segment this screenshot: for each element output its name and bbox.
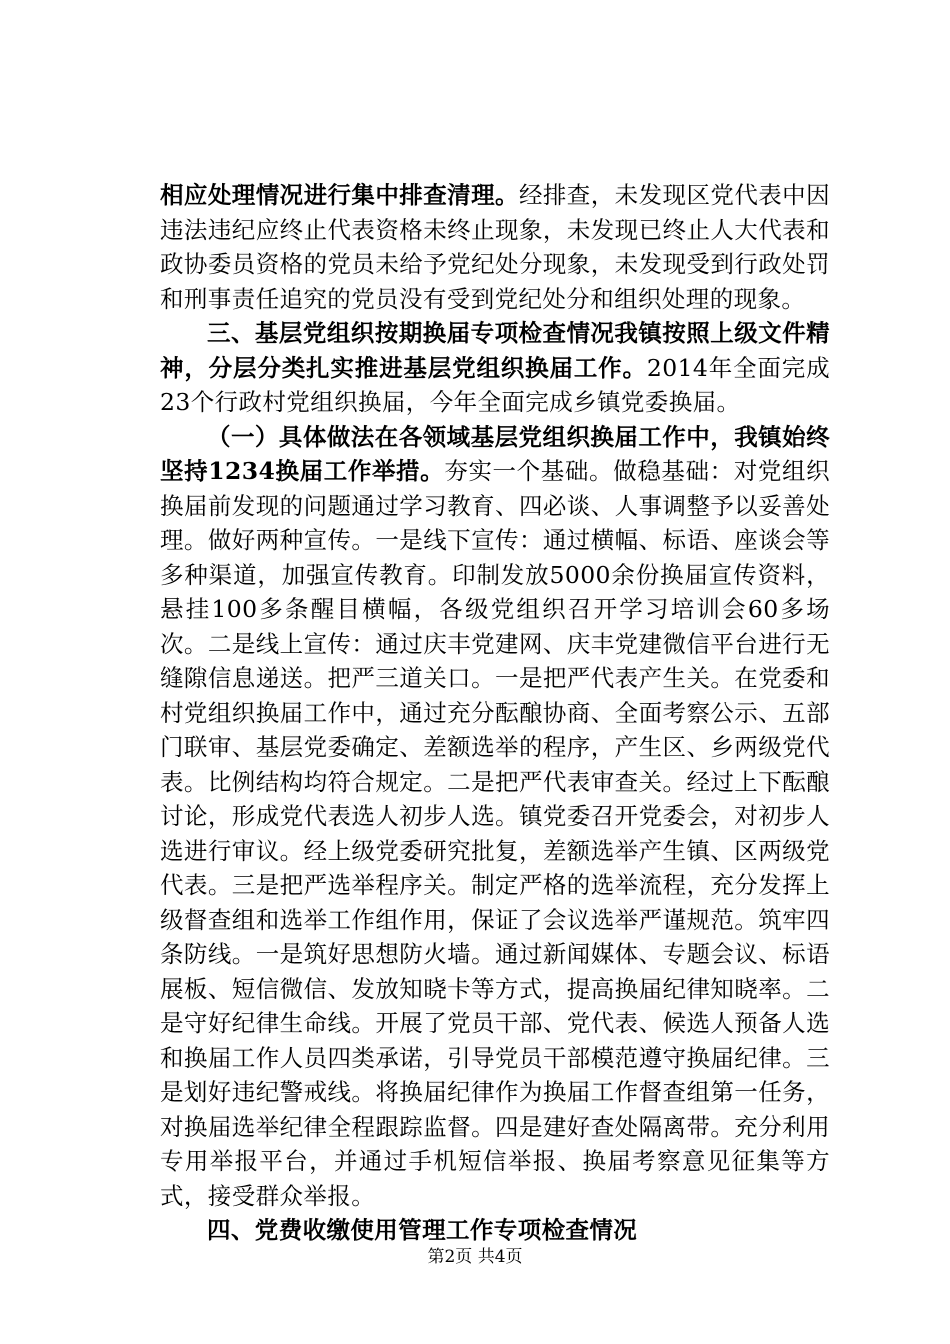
paragraph-2	[160, 316, 830, 420]
paragraph-1	[160, 178, 830, 316]
subsection-1-heading: （一）具体做法在各领域基层党组织换届工作中，我镇始终坚持1234换届工作举措。	[160, 422, 830, 485]
page-number-footer: 第2页 共4页	[427, 1247, 523, 1267]
paragraph-3	[160, 420, 830, 1214]
paragraph-3-text: 夯实一个基础。做稳基础：对党组织换届前发现的问题通过学习教育、四必谈、人事调整予以妥善处理。做好两种宣传。一是线下宣传：通过横幅、标语、座谈会等多种渠道，加强宣传教育。印制发放5000余份换届宣传资料，悬挂100多条醒目横幅，各级党组织召开学习培训会60多场次。二是线上宣传：通过庆丰党建网、庆丰党建微信平台进行无缝隙信息递送。把严三道关口。一是把严代表产生关。在党委和村党组织换届工作中，通过充分酝酿协商、全面考察公示、五部门联审、基层党委确定、差额选举的程序，产生区、乡两级党代表。比例结构均符合规定。二是把严代表审查关。经过上下酝酿讨论，形成党代表选人初步人选。镇党委召开党委会，对初步人选进行审议。经上级党委研究批复，差额选举产生镇、区两级党代表。三是把严选举程序关。制定严格的选举流程，充分发挥上级督查组和选举工作组作用，保证了会议选举严谨规范。筑牢四条防线。一是筑好思想防火墙。通过新闻媒体、专题会议、标语展板、短信微信、发放知晓卡等方式，提高换届纪律知晓率。二是守好纪律生命线。开展了党员干部、党代表、候选人预备人选和换届工作人员四类承诺，引导党员干部模范遵守换届纪律。三是划好违纪警戒线。将换届纪律作为换届工作督查组第一任务，对换届选举纪律全程跟踪监督。四是建好查处隔离带。充分利用专用举报平台，并通过手机短信举报、换届考察意见征集等方式，接受群众举报。	[160, 457, 831, 1210]
paragraph-4	[160, 1213, 830, 1248]
section-4-heading: 四、党费收缴使用管理工作专项检查情况	[207, 1216, 638, 1244]
paragraph-2-text: 2014年全面完成23个行政村党组织换届，今年全面完成乡镇党委换届。	[160, 353, 830, 416]
paragraph-1-bold-lead: 相应处理情况进行集中排查清理。	[160, 181, 519, 209]
paragraph-1-text: 经排查，未发现区党代表中因违法违纪应终止代表资格未终止现象，未发现已终止人大代表和政协委员资格的党员未给予党纪处分现象，未发现受到行政处罚和刑事责任追究的党员没有受到党纪处分和组织处理的现象。	[160, 181, 831, 313]
section-3-heading: 三、基层党组织按期换届专项检查情况我镇按照上级文件精神，分层分类扎实推进基层党组织换届工作。	[160, 319, 830, 382]
document-body	[160, 178, 830, 1248]
